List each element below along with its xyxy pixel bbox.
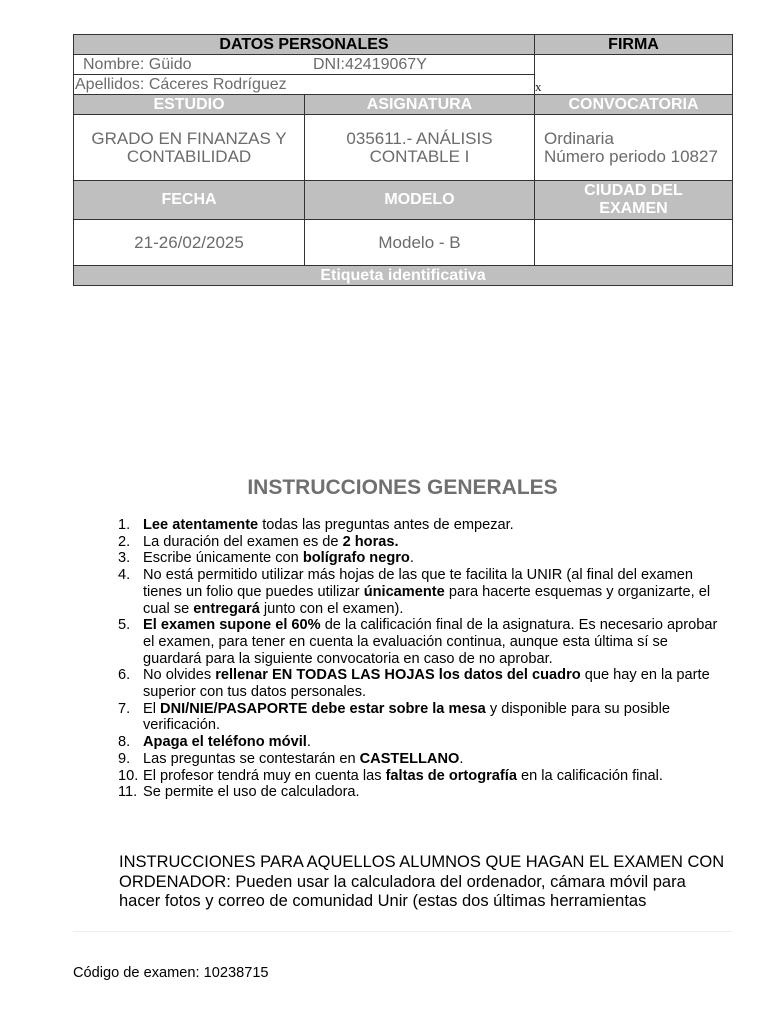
instruction-text: Las preguntas se contestarán en: [143, 750, 360, 767]
instruction-text: El profesor tendrá muy en cuenta las: [143, 767, 386, 784]
instruction-number: 6.: [118, 667, 131, 684]
instruction-item: [118, 617, 730, 667]
instruction-bold-text: rellenar EN TODAS LAS HOJAS los datos del cuadro: [215, 667, 581, 684]
instruction-bold-text: CASTELLANO: [359, 750, 460, 767]
instruction-item: [118, 701, 730, 734]
ciudad-header-line-2: EXAMEN: [599, 200, 668, 217]
instruction-item: [118, 784, 730, 801]
instruction-text: en la calificación final.: [516, 767, 663, 784]
personal-info-cell: [74, 55, 535, 95]
dni-value: DNI:42419067Y: [313, 56, 427, 73]
instruction-text: .: [459, 750, 464, 767]
convocatoria-header: CONVOCATORIA: [535, 95, 733, 115]
instruction-bold-text: faltas de ortografía: [385, 767, 517, 784]
nombre-value: Nombre: Güido: [83, 56, 192, 73]
instruction-bold-text: entregará: [193, 600, 260, 617]
instruction-text: No está permitido utilizar más hojas de las que te facilita la UNIR (al final del examen tienes un folio que puedes utilizar: [143, 567, 693, 600]
instruction-text: junto con el examen).: [259, 600, 404, 617]
instruction-text: El: [143, 700, 161, 717]
instruction-number: 3.: [118, 550, 131, 567]
instruction-bold-text: bolígrafo negro: [302, 550, 410, 567]
convocatoria-line-1: Ordinaria: [544, 128, 614, 148]
instruction-text: Escribe únicamente con: [143, 550, 303, 567]
exam-code: Código de examen: 10238715: [73, 965, 269, 981]
instruction-number: 8.: [118, 734, 131, 751]
asignatura-line-1: 035611.- ANÁLISIS: [346, 128, 493, 148]
firma-mark: x: [535, 78, 542, 94]
fecha-header: FECHA: [74, 181, 305, 220]
instruction-bold-text: DNI/NIE/PASAPORTE debe estar sobre la mesa: [160, 700, 486, 717]
instruction-number: 9.: [118, 750, 131, 767]
instruction-item: [118, 768, 730, 785]
ciudad-value: [535, 220, 733, 266]
instruction-number: 1.: [118, 517, 131, 533]
name-row: [74, 55, 534, 75]
instruction-text: .: [306, 734, 311, 751]
instruction-text: y disponible para su posible verificación.: [143, 700, 670, 734]
firma-field: [535, 55, 733, 95]
convocatoria-cell: [535, 115, 733, 181]
computer-instructions: INSTRUCCIONES PARA AQUELLOS ALUMNOS QUE HAGAN EL EXAMEN CON ORDENADOR: Pueden usar la calculadora del ordenador, cámara móvil para hacer fotos y correo de comunidad Unir (estas dos últimas herramientas: [119, 853, 725, 911]
firma-header: FIRMA: [535, 35, 733, 55]
apellidos-row: [74, 75, 534, 94]
instruction-number: 7.: [118, 700, 131, 717]
instruction-bold-text: El examen supone el 60%: [143, 617, 321, 634]
modelo-header: MODELO: [305, 181, 535, 220]
estudio-cell: [74, 115, 305, 181]
ciudad-header: [535, 181, 733, 220]
instruction-text: de la calificación final de la asignatura. Es necesario aprobar el examen, para tener en cuenta la evaluación continua, aunque esta última sí se guardará para la siguiente convocatoria en caso de no aprobar.: [143, 617, 718, 667]
apellidos-value: Apellidos: Cáceres Rodríguez: [75, 76, 287, 93]
asignatura-line-2: CONTABLE I: [369, 146, 470, 166]
instruction-number: 4.: [118, 567, 131, 584]
convocatoria-line-2: Número periodo 10827: [544, 146, 718, 166]
instruction-number: 2.: [118, 533, 131, 550]
instruction-item: [118, 534, 730, 551]
instruction-bold-text: Lee atentamente: [143, 517, 259, 533]
instruction-bold-text: únicamente: [363, 583, 445, 600]
estudio-line-2: CONTABILIDAD: [126, 146, 252, 166]
etiqueta-identificativa: Etiqueta identificativa: [74, 266, 733, 286]
instruction-text: todas las preguntas antes de empezar.: [258, 517, 514, 533]
asignatura-cell: [305, 115, 535, 181]
instruction-item: [118, 734, 730, 751]
instruction-item: [118, 550, 730, 567]
instruction-text: Se permite el uso de calculadora.: [143, 784, 360, 801]
instruction-text: que hay en la parte superior con tus datos personales.: [143, 667, 710, 701]
instruction-number: 10.: [118, 767, 139, 784]
instruction-item: [118, 667, 730, 700]
asignatura-header: ASIGNATURA: [305, 95, 535, 115]
instruction-bold-text: 2 horas.: [342, 533, 399, 550]
instruction-number: 5.: [118, 617, 131, 634]
instruction-item: [118, 517, 730, 534]
modelo-value: Modelo - B: [305, 220, 535, 266]
instruction-bold-text: Apaga el teléfono móvil: [143, 734, 307, 751]
personal-data-table: [73, 34, 733, 286]
page-divider: [73, 931, 732, 932]
instruction-number: 11.: [118, 784, 138, 801]
instruction-item: [118, 567, 730, 617]
instructions-list: [118, 517, 730, 801]
instructions-title: INSTRUCCIONES GENERALES: [247, 476, 558, 499]
instruction-text: para hacerte esquemas y organizarte, el cual se: [143, 583, 711, 617]
estudio-line-1: GRADO EN FINANZAS Y: [91, 128, 287, 148]
ciudad-header-line-1: CIUDAD DEL: [584, 182, 683, 199]
instruction-text: La duración del examen es de: [143, 533, 343, 550]
estudio-header: ESTUDIO: [74, 95, 305, 115]
instruction-text: .: [409, 550, 414, 567]
fecha-value: 21-26/02/2025: [74, 220, 305, 266]
instruction-text: No olvides: [143, 667, 216, 684]
instruction-item: [118, 751, 730, 768]
datos-personales-header: DATOS PERSONALES: [74, 35, 535, 55]
